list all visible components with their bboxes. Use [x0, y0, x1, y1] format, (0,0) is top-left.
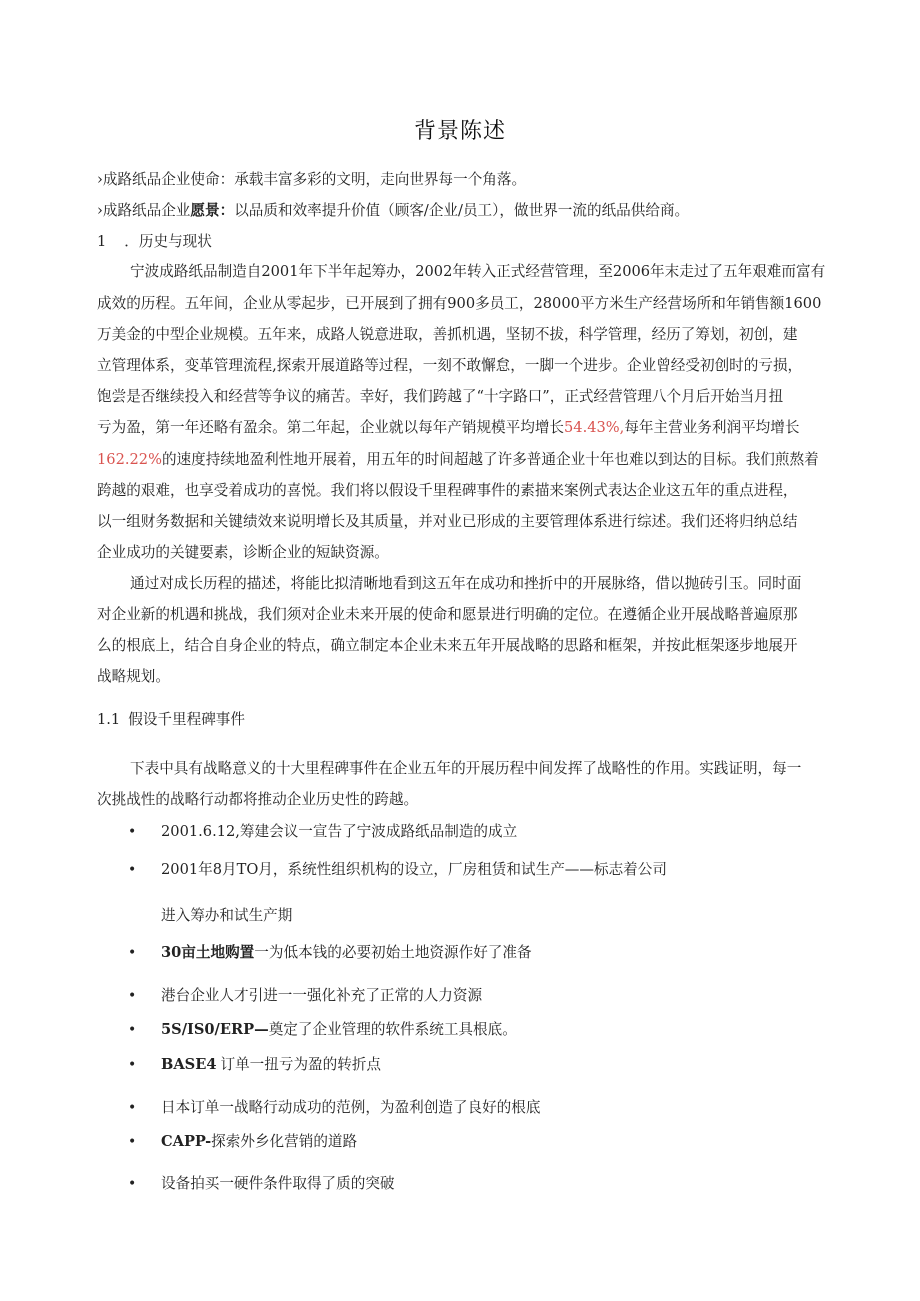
para2-line: 通过对成长历程的描述，将能比拟清晰地看到这五年在成功和挫折中的开展脉络，借以抛砖引玉。同时面	[130, 575, 802, 592]
bullet-marker: •	[128, 1022, 137, 1038]
milestone-item-bold: CAPP-	[161, 1133, 212, 1150]
para3-line: 下表中具有战略意义的十大里程碑事件在企业五年的开展历程中间发挥了战略性的作用。实践证明，每一	[130, 760, 802, 777]
para1-line: 成效的历程。五年间，企业从零起步，已开展到了拥有900多员工，28000平方米生产经营场所和年销售额1600	[97, 295, 822, 312]
para1-line: 跨越的艰难，也享受着成功的喜悦。我们将以假设千里程碑事件的素描来案例式表达企业这五年的重点进程，	[97, 482, 798, 499]
milestone-item: 2001年8月TO月，系统性组织机构的设立，厂房租赁和试生产——标志着公司	[161, 861, 667, 878]
para1-line: 立管理体系，变革管理流程,探索开展道路等过程，一刻不敢懈怠，一脚一个进步。企业曾经受初创时的亏损，	[97, 357, 803, 374]
para3-line: 次挑战性的战略行动都将推动企业历史性的跨越。	[97, 791, 419, 808]
growth-rate-highlight: 54.43%,	[564, 419, 625, 436]
milestone-item: 2001.6.12,筹建会议一宣告了宁波成路纸品制造的成立	[161, 823, 518, 840]
milestone-item-text: 订单一扭亏为盈的转折点	[220, 1056, 382, 1073]
milestone-item-text: 探索外乡化营销的道路	[211, 1133, 358, 1150]
section-1-heading	[97, 232, 212, 252]
vision-text: 以品质和效率提升价值（顾客/企业/员工），做世界一流的纸品供给商。	[234, 202, 690, 219]
mission-line	[97, 170, 526, 190]
vision-line	[97, 201, 689, 221]
para1-line: 以一组财务数据和关键绩效来说明增长及其质量，并对业已形成的主要管理体系进行综述。我们还将归纳总结	[97, 513, 798, 530]
milestone-item-bold: 5S/IS0/ERP—	[161, 1021, 269, 1038]
milestone-item-bold: 30亩土地购置	[161, 944, 255, 961]
section-1-title: ．历史与现状	[124, 233, 212, 250]
section-1-1-title: 假设千里程碑事件	[128, 711, 245, 728]
para1-text: 的速度持续地盈利性地开展着，用五年的时间超越了许多普通企业十年也难以到达的目标。我们煎熬着	[161, 451, 819, 468]
bullet-marker: •	[128, 1176, 137, 1192]
milestone-item: 港台企业人才引进一一强化补充了正常的人力资源	[161, 987, 483, 1004]
milestone-item	[161, 1055, 381, 1075]
para2-line: 对企业新的机遇和挑战，我们须对企业未来开展的使命和愿景进行明确的定位。在遵循企业开展战略普遍原那	[97, 606, 798, 623]
bullet-marker: •	[128, 988, 137, 1004]
profit-rate-highlight: 162.22%	[97, 451, 162, 468]
bullet-marker: •	[128, 945, 137, 961]
para1-line: 饱尝是否继续投入和经营等争议的痛苦。幸好，我们跨越了“十字路口”，正式经营管理八个月后开始当月扭	[97, 388, 784, 405]
mission-text: 承载丰富多彩的文明，走向世界每一个角落。	[234, 171, 527, 188]
bullet-marker: •	[128, 1100, 137, 1116]
section-1-1-heading	[97, 710, 245, 730]
milestone-item	[161, 1020, 517, 1040]
para1-line: 宁波成路纸品制造自2001年下半年起筹办，2002年转入正式经营管理，至2006年末走过了五年艰难而富有	[130, 263, 826, 280]
para2-line: 战略规划。	[97, 668, 170, 685]
page-title: 背景陈述	[413, 119, 506, 144]
mission-prefix: ›成路纸品企业使命：	[97, 171, 235, 188]
milestone-item: 设备拍买一硬件条件取得了质的突破	[161, 1175, 395, 1192]
vision-bold: 愿景：	[190, 202, 235, 219]
milestone-item	[161, 1132, 357, 1152]
para2-line: 么的根底上，结合自身企业的特点，确立制定本企业未来五年开展战略的思路和框架，并按此框架逐步地展开	[97, 637, 798, 654]
bullet-marker: •	[128, 824, 137, 840]
bullet-marker: •	[128, 1057, 137, 1073]
para1-line	[97, 418, 799, 438]
para1-text: 亏为盈，第一年还略有盈余。第二年起，企业就以每年产销规模平均增长	[97, 419, 565, 436]
section-1-number: 1	[97, 233, 107, 250]
para1-line: 企业成功的关键要素，诊断企业的短缺资源。	[97, 544, 389, 561]
para1-line: 万美金的中型企业规模。五年来，成路人锐意进取，善抓机遇，坚韧不拔，科学管理，经历了筹划，初创，建	[97, 326, 798, 343]
para1-line	[97, 450, 819, 470]
milestone-item-text: 奠定了企业管理的软件系统工具根底。	[268, 1021, 517, 1038]
vision-prefix: ›成路纸品企业	[97, 202, 191, 219]
milestone-item-continuation: 进入筹办和试生产期	[161, 907, 293, 924]
bullet-marker: •	[128, 862, 137, 878]
section-1-1-number: 1.1	[97, 711, 121, 728]
bullet-marker: •	[128, 1134, 137, 1150]
milestone-item: 日本订单一战略行动成功的范例，为盈利创造了良好的根底	[161, 1099, 541, 1116]
milestone-item-bold: BASE4	[161, 1056, 217, 1073]
milestone-item	[161, 943, 532, 963]
para1-text: 每年主营业务利润平均增长	[624, 419, 800, 436]
milestone-item-text: 一为低本钱的必要初始土地资源作好了准备	[254, 944, 532, 961]
